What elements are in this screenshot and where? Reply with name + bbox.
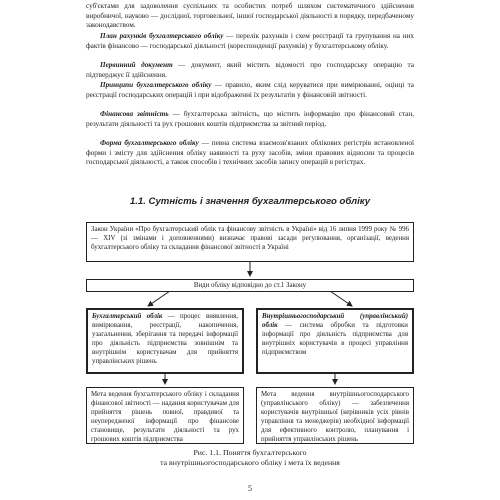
arrow-types-to-management [330,291,352,306]
financial-accounting-definition: — процес виявлення, вимірювання, реєстрації, накопичення, узагальнення, зберігання та передачі інформації про діяльність підприємства зовнішнім та внутрішнім користувачам для прийняття управлінських рішень [92,313,239,365]
term-primary-document: Первинний документ [100,61,173,69]
caption-line-2: та внутрішньогосподарського обліку і мета їх ведення [160,458,340,467]
term-financial-reporting: Фінансова звітність [100,110,169,118]
management-accounting-definition: — система обробки та підготовки інформації про діяльність підприємства для внутрішніх користувачів в процесі управління підприємством [262,322,408,356]
arrow-types-to-financial [148,291,170,306]
section-title: 1.1. Сутність і значення бухгалтерського обліку [129,196,371,207]
definition-accounting-principles: — правило, яким слід керуватися при вимірюванні, оцінці та реєстрації господарських операцій і при відображенні їх результатів у фінансовій звітності. [86,81,414,99]
paragraph-intro: суб'єктами для задоволення суспільних та особистих потреб шляхом систематичного здійснення виробничої, науково — дослідної, торговельної, іншої господарської діяльності в порядку, передбаченому законодавством. [86,2,414,30]
caption-line-1: Рис. 1.1. Поняття бухгалтерського [193,448,307,457]
definition-accounting-form: — певна система взаємозв'язаних облікових регістрів встановленої форми і змісту для здійснення обліку наявності та руху засобів, зміни правових відносин та процесів господарської діяльності, а також способів і технічних засобів запису операцій в регістрах. [86,139,414,167]
law-box: Закон України «Про бухгалтерський облік та фінансову звітність в Україні» від 16 липня 1999 року № 996 — XIV (зі змінами і доповненнями) визначає правові засади регулювання, організації, ведення бухгалтерського обліку та складання фінансової звітності в Україні [86,222,414,262]
term-financial-accounting: Бухгалтерський облік [92,313,163,320]
management-accounting-goal-box: Мета ведення внутрішньогосподарського (управлінського обліку) — забезпечення користувачів внутрішньої (керівників усіх рівнів управління та менеджерів) необхідної інформації для ефективного контролю, планування і прийняття управлінських рішень [256,387,414,444]
accounting-types-box: Види обліку відповідно до ст.1 Закону [86,279,414,292]
management-accounting-box [256,308,414,374]
financial-accounting-box [86,308,244,374]
term-accounting-principles: Принципи бухгалтерського обліку [100,81,212,89]
financial-accounting-goal-box: Мета ведення бухгалтерського обліку і складання фінансової звітності — надання користувачам для прийняття рішень повної, правдивої та неупередженої інформації про фінансове становище, результати діяльності та рух грошових коштів підприємства [86,387,244,444]
definition-financial-reporting: — бухгалтерська звітність, що містить інформацію про фінансовий стан, результати діяльності та рух грошових коштів підприємства за звітний період. [86,110,414,128]
term-chart-of-accounts: План рахунків бухгалтерського обліку [100,32,224,40]
page-number: 5 [248,484,252,493]
definition-chart-of-accounts: — перелік рахунків і схем реєстрації та групування на них фактів фінансово — господарської діяльності (кореспонденції рахунків) у бухгалтерському обліку. [86,32,414,50]
definition-primary-document: — документ, який містить відомості про господарську операцію та підтверджує її здійснення. [86,61,414,79]
figure-caption [0,448,500,468]
term-accounting-form: Форма бухгалтерського обліку [100,139,199,147]
term-management-accounting: Внутрішньогосподарський (управлінський) облік [262,313,408,329]
